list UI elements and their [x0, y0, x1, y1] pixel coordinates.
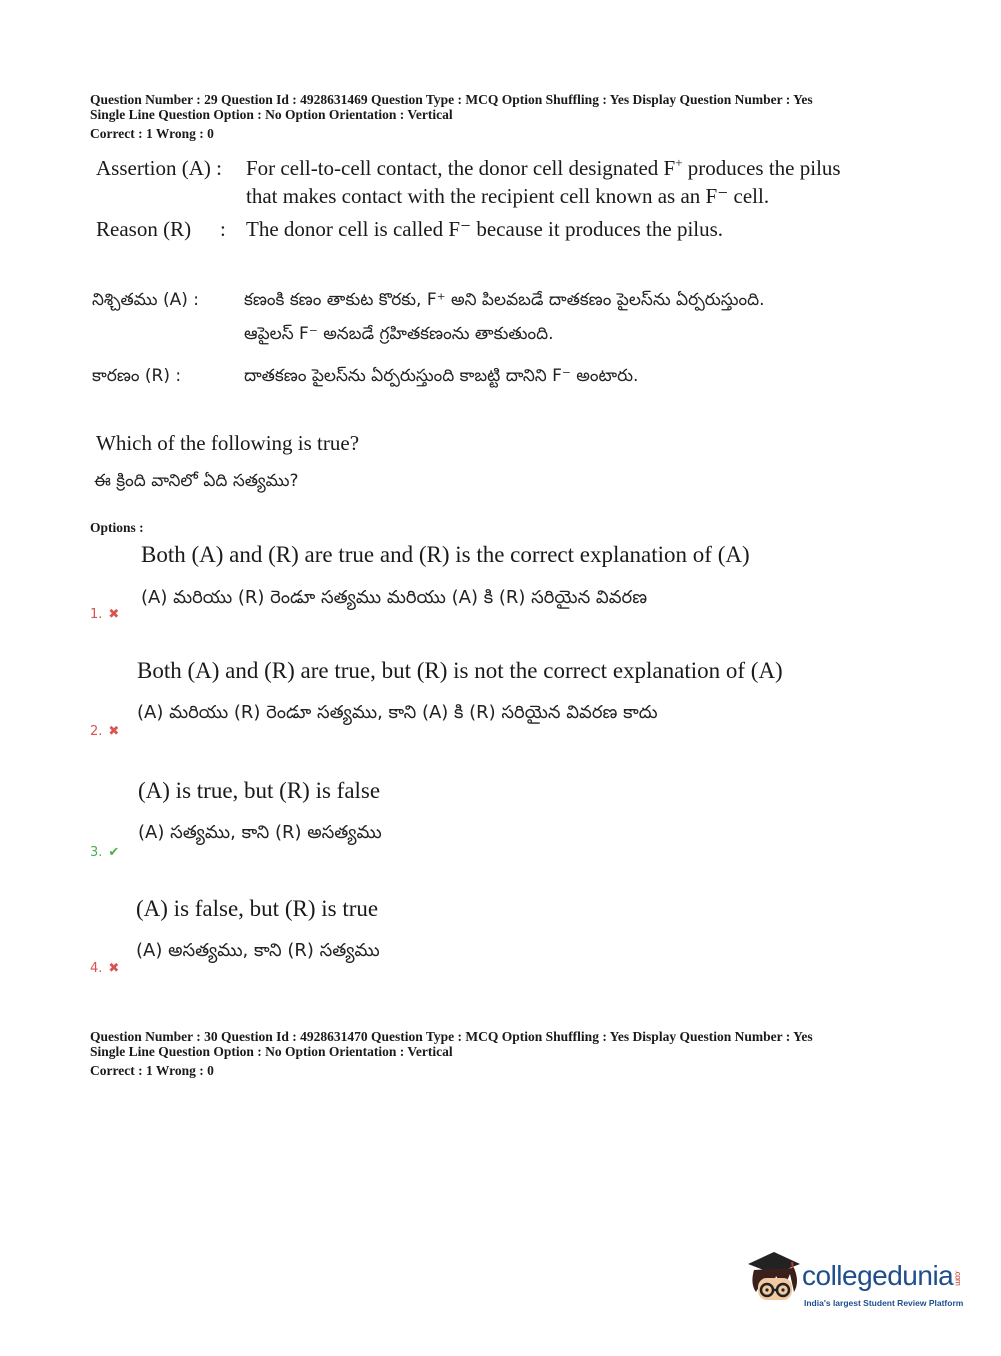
reason-en [96, 215, 723, 243]
option-2-number [90, 724, 119, 739]
te-assertion-line1: కణంకి కణం తాకుట కొరకు, F⁺ అని పిలవబడే దాతకణం పైలస్‌ను ఏర్పరుస్తుంది. [244, 290, 765, 310]
assertion-te [92, 286, 765, 348]
option-3-te: (A) సత్యము, కాని (R) అసత్యము [138, 822, 382, 843]
option-4-num: 4. [90, 961, 103, 976]
option-3-number [90, 845, 119, 860]
assertion-line1-post: produces the pilus [682, 156, 841, 180]
option-2-num: 2. [90, 724, 103, 739]
q30-meta-line1: Question Number : 30 Question Id : 4928631470 Question Type : MCQ Option Shuffling : Yes Display Question Number : Yes [90, 1029, 813, 1044]
mascot-icon [742, 1248, 806, 1312]
option-3-en: (A) is true, but (R) is false [138, 778, 381, 803]
question-en: Which of the following is true? [96, 431, 360, 455]
option-1-te: (A) మరియు (R) రెండూ సత్యము మరియు (A) కి (R) సరియైన వివరణ [141, 587, 648, 608]
option-1-en: Both (A) and (R) are true and (R) is the correct explanation of (A) [141, 542, 750, 567]
te-assertion-line2: ఆపైలస్ F⁻ అనబడే గ్రహితకణంను తాకుతుంది. [244, 324, 554, 344]
q29-meta-line1: Question Number : 29 Question Id : 4928631469 Question Type : MCQ Option Shuffling : Yes Display Question Number : Yes [90, 92, 813, 107]
option-4-en: (A) is false, but (R) is true [136, 896, 379, 921]
option-3-num: 3. [90, 845, 103, 860]
option-1-num: 1. [90, 607, 103, 622]
reason-text: The donor cell is called F⁻ because it produces the pilus. [246, 217, 724, 241]
options-label: Options : [90, 520, 144, 535]
assertion-line1-pre: For cell-to-cell contact, the donor cell designated F [246, 156, 676, 180]
te-assertion-label: నిశ్చితము (A) : [92, 290, 199, 310]
reason-te [92, 362, 638, 390]
logo-tagline: India's largest Student Review Platform [804, 1298, 964, 1308]
assertion-label: Assertion (A) : [96, 156, 222, 180]
cross-icon: ✖ [108, 961, 120, 976]
assertion-en [96, 154, 841, 210]
q30-meta-line3: Correct : 1 Wrong : 0 [90, 1063, 214, 1078]
option-2-te: (A) మరియు (R) రెండూ సత్యము, కాని (A) కి (R) సరియైన వివరణ కాదు [137, 702, 658, 723]
q29-meta-line2: Single Line Question Option : No Option Orientation : Vertical [90, 107, 453, 122]
question-te: ఈ క్రింది వానిలో ఏది సత్యము? [94, 471, 299, 491]
option-4-number [90, 961, 119, 976]
assertion-sup: + [675, 155, 683, 170]
cross-icon: ✖ [108, 607, 120, 622]
option-1-number [90, 607, 119, 622]
q30-meta-line2: Single Line Question Option : No Option Orientation : Vertical [90, 1044, 453, 1059]
te-assertion-text [244, 286, 765, 348]
te-reason-text: దాతకణం పైలస్‌ను ఏర్పరుస్తుంది కాబట్టి దానిని F⁻ అంటారు. [244, 366, 639, 386]
assertion-line2: that makes contact with the recipient cell known as an F⁻ cell. [246, 184, 770, 208]
te-reason-label: కారణం (R) : [92, 366, 182, 386]
assertion-text [246, 154, 841, 210]
collegedunia-logo [742, 1248, 972, 1318]
reason-label: Reason (R) [96, 217, 192, 241]
check-icon: ✔ [108, 845, 120, 860]
logo-dotcom: .com [953, 1269, 963, 1285]
logo-wordmark: collegedunia [802, 1260, 954, 1291]
cross-icon: ✖ [108, 724, 120, 739]
option-4-te: (A) అసత్యము, కాని (R) సత్యము [136, 940, 380, 961]
q29-meta-line3: Correct : 1 Wrong : 0 [90, 126, 214, 141]
reason-colon: : [220, 217, 226, 241]
option-2-en: Both (A) and (R) are true, but (R) is not the correct explanation of (A) [137, 658, 783, 683]
